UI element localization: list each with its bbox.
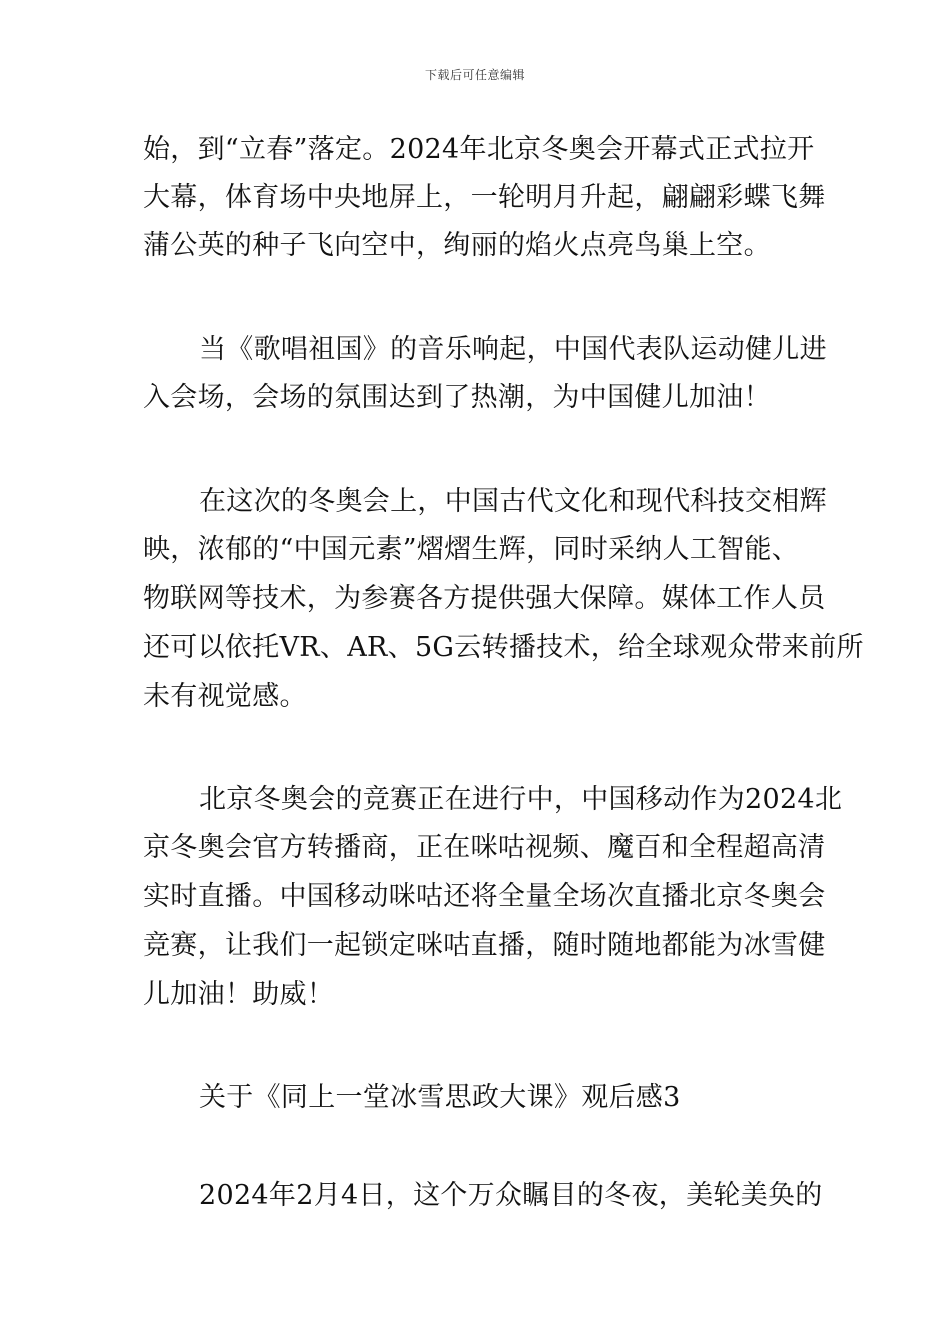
text-line: 北京冬奥会的竞赛正在进行中，中国移动作为2024北 bbox=[199, 784, 843, 815]
text-line: 未有视觉感。 bbox=[143, 681, 307, 712]
page-header-note: 下载后可任意编辑 bbox=[424, 68, 525, 82]
text-line: 2024年2月4日，这个万众瞩目的冬夜，美轮美奂的 bbox=[199, 1180, 823, 1211]
text-line: 映，浓郁的“中国元素”熠熠生辉，同时采纳人工智能、 bbox=[143, 534, 800, 565]
text-line: 竞赛，让我们一起锁定咪咕直播，随时随地都能为冰雪健 bbox=[143, 930, 826, 961]
text-line: 儿加油！助威！ bbox=[143, 979, 335, 1010]
text-line: 京冬奥会官方转播商，正在咪咕视频、魔百和全程超高清 bbox=[143, 832, 826, 863]
text-line: 还可以依托VR、AR、5G云转播技术，给全球观众带来前所 bbox=[143, 632, 864, 663]
text-line: 入会场，会场的氛围达到了热潮，为中国健儿加油！ bbox=[143, 382, 771, 413]
text-line: 始，到“立春”落定。2024年北京冬奥会开幕式正式拉开 bbox=[143, 134, 815, 165]
text-line: 物联网等技术，为参赛各方提供强大保障。媒体工作人员 bbox=[143, 583, 826, 614]
section-heading: 关于《同上一堂冰雪思政大课》观后感3 bbox=[199, 1082, 681, 1113]
text-line: 大幕，体育场中央地屏上，一轮明月升起，翩翩彩蝶飞舞 bbox=[143, 182, 826, 213]
text-line: 当《歌唱祖国》的音乐响起，中国代表队运动健儿进 bbox=[199, 334, 827, 365]
text-line: 蒲公英的种子飞向空中，绚丽的焰火点亮鸟巢上空。 bbox=[143, 230, 771, 261]
text-line: 在这次的冬奥会上，中国古代文化和现代科技交相辉 bbox=[199, 486, 827, 517]
text-line: 实时直播。中国移动咪咕还将全量全场次直播北京冬奥会 bbox=[143, 881, 826, 912]
